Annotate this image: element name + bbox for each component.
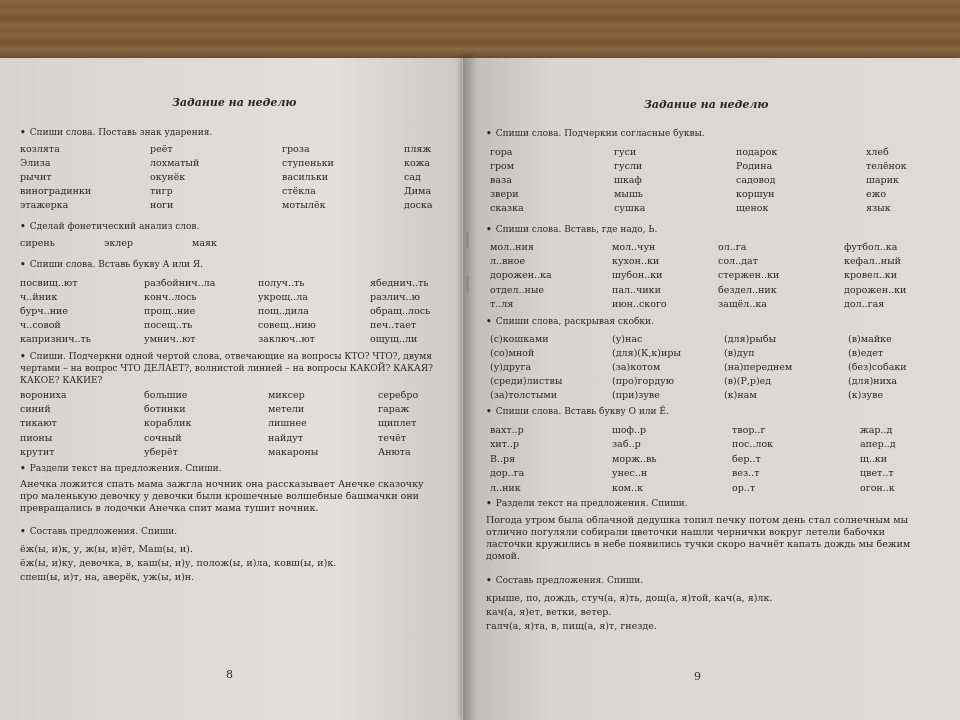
word: пионы	[20, 432, 53, 444]
word: уберёт	[144, 446, 178, 458]
word: ч..совой	[20, 320, 61, 331]
word: дол..гая	[844, 298, 885, 310]
word: т..ля	[490, 298, 514, 310]
word: (для)(К,к)иры	[612, 348, 681, 359]
task-text: Составь предложения. Спиши.	[29, 527, 178, 537]
word: пляж	[404, 144, 432, 155]
task-text: Раздели текст на предложения. Спиши.	[495, 499, 688, 509]
word: ябеднич..ть	[370, 278, 429, 289]
word: маяк	[192, 238, 217, 249]
word: гром	[490, 161, 515, 172]
word: июн..ского	[612, 298, 667, 310]
word: реёт	[150, 144, 173, 155]
word: ботинки	[144, 404, 186, 416]
word: бурч..ние	[20, 306, 68, 317]
word: этажерка	[20, 200, 69, 211]
word-column	[144, 277, 215, 347]
word: дорожен..ка	[490, 270, 552, 282]
word: укрощ..ла	[258, 292, 308, 303]
word: футбол..ка	[844, 242, 898, 253]
task-instruction	[20, 351, 440, 387]
word: различ..ю	[370, 292, 420, 303]
word: капризнич..ть	[20, 334, 91, 345]
word: Родина	[736, 161, 773, 172]
sentence-words: кач(а, я)ет, ветки, ветер.	[486, 607, 612, 618]
word: васильки	[282, 172, 329, 183]
word: ноги	[150, 200, 174, 211]
word: окунёк	[150, 172, 186, 183]
word: серебро	[378, 390, 419, 401]
word: Элиза	[20, 158, 51, 169]
word: кораблик	[144, 418, 192, 430]
word: шарик	[866, 175, 899, 186]
page-title: Задание на неделю	[172, 96, 297, 109]
word: (среди)листвы	[490, 376, 563, 387]
word: щенок	[736, 203, 769, 214]
task-text: Сделай фонетический анализ слов.	[29, 222, 200, 232]
word: ощущ..ли	[370, 334, 418, 345]
text-paragraph: Погода утром была облачной дедушка топил печку потом день стал солнечным мы отлично погуляли собирали цветочки нашли чернички вокруг летели бабочки ласточки кружились в небе появились тучки скоро начнёт капать дождь мы бежим домой.	[486, 515, 911, 562]
word: (в)едет	[848, 348, 884, 359]
page-number: 9	[694, 670, 701, 683]
word: (для)ниха	[848, 376, 897, 387]
task-text: Спиши слова. Вставь букву О или Ё.	[495, 407, 669, 417]
word: ступеньки	[282, 158, 334, 169]
word-column	[20, 389, 67, 460]
word: мол..ния	[490, 242, 534, 253]
word: лишнее	[268, 418, 307, 430]
word: большие	[144, 390, 188, 401]
word-column	[732, 424, 773, 496]
task-text: Спиши слова. Подчеркни согласные буквы.	[495, 129, 705, 139]
bullet-icon: •	[20, 222, 26, 232]
word: морж..вь	[612, 453, 657, 465]
word: ком..к	[612, 482, 644, 494]
word: получ..ть	[258, 278, 305, 289]
sentence-words: ёж(ы, и)ку, девочка, в, каш(ы, и)у, полож(ы, и)ла, ковш(ы, и)к.	[20, 558, 337, 569]
word: л..ник	[490, 482, 521, 494]
word: дорожен..ки	[844, 284, 907, 296]
word: В..ря	[490, 453, 516, 465]
word: доска	[404, 200, 433, 211]
word: сол..дат	[718, 256, 758, 268]
word-column	[150, 143, 199, 213]
word: лохматый	[150, 158, 200, 169]
task-text: Спиши слова, раскрывая скобки.	[495, 317, 654, 327]
word: Дима	[404, 186, 432, 197]
word: хит..р	[490, 439, 520, 451]
word: гараж	[378, 404, 410, 416]
bullet-icon: •	[486, 317, 492, 327]
task-text: Спиши слова. Вставь букву А или Я.	[29, 260, 203, 270]
word: мышь	[614, 189, 643, 200]
word: кефал..ный	[844, 256, 901, 268]
word: сказка	[490, 203, 524, 214]
word: апер..д	[860, 439, 896, 451]
word: дор..га	[490, 468, 525, 480]
word: телёнок	[866, 161, 907, 172]
word: мол..чун	[612, 242, 656, 253]
word: шоф..р	[612, 425, 647, 436]
word: гроза	[282, 144, 310, 155]
word: л..вное	[490, 256, 526, 268]
word: (к)нам	[724, 390, 757, 401]
word: звери	[490, 189, 519, 200]
word: гора	[490, 147, 513, 158]
word: подарок	[736, 147, 778, 158]
word: хлеб	[866, 147, 889, 158]
bullet-icon: •	[486, 129, 492, 139]
word: жар..д	[860, 425, 893, 436]
word: (за)толстыми	[490, 390, 558, 401]
task-instruction	[486, 498, 926, 510]
bullet-icon: •	[486, 225, 492, 235]
word: синий	[20, 404, 51, 416]
word: (при)зуве	[612, 390, 660, 401]
word: виноградинки	[20, 186, 92, 197]
word-column	[20, 277, 91, 347]
word: сочный	[144, 432, 182, 444]
right-page	[462, 58, 960, 720]
word: твор..г	[732, 425, 766, 436]
word: (к)зуве	[848, 390, 884, 401]
word-column	[378, 389, 418, 460]
word: течёт	[378, 432, 407, 444]
word-column	[614, 146, 645, 216]
word: тигр	[150, 186, 173, 197]
bullet-icon: •	[20, 128, 26, 138]
word: (на)переднем	[724, 362, 793, 373]
word: эклер	[104, 238, 133, 249]
word: шубон..ки	[612, 270, 663, 282]
word: крутит	[20, 446, 55, 458]
word: щ..ки	[860, 453, 888, 465]
word: (без)собаки	[848, 362, 907, 373]
word: заб..р	[612, 439, 641, 451]
word: козлята	[20, 144, 60, 155]
bullet-icon: •	[20, 352, 26, 362]
word: гусли	[614, 161, 643, 172]
word: пощ..дила	[258, 306, 309, 317]
word-column	[612, 333, 681, 403]
word: (для)рыбы	[724, 334, 777, 345]
word: щиплет	[378, 418, 417, 430]
word: унес..н	[612, 468, 648, 480]
word: бездел..ник	[718, 284, 777, 296]
word: пал..чики	[612, 284, 661, 296]
word: ор..т	[732, 482, 756, 494]
bullet-icon: •	[486, 499, 492, 509]
word: (с)кошками	[490, 334, 549, 345]
word: (у)друга	[490, 362, 532, 373]
word: метели	[268, 404, 305, 416]
task-text: Спиши. Подчеркни одной чертой слова, отвечающие на вопросы КТО? ЧТО?, двумя чертами – на вопрос ЧТО ДЕЛАЕТ?, волнистой линией – на вопросы КАКОЙ? КАКАЯ? КАКОЕ? КАКИЕ?	[20, 352, 433, 386]
word: (за)котом	[612, 362, 661, 373]
bullet-icon: •	[20, 464, 26, 474]
word: защёл..ка	[718, 298, 767, 310]
word-column	[20, 143, 91, 213]
word-column	[490, 241, 552, 312]
word: (в)(Р,р)ед	[724, 376, 772, 387]
task-text: Спиши слова. Вставь, где надо, Ь.	[495, 225, 658, 235]
word: шкаф	[614, 175, 642, 186]
word: прощ..ние	[144, 306, 196, 317]
word: ежо	[866, 189, 887, 200]
task-instruction	[20, 463, 440, 475]
sentence-words: крыше, по, дождь, стуч(а, я)ть, дощ(а, я)той, кач(а, я)лк.	[486, 593, 773, 604]
left-page	[0, 58, 472, 720]
word: язык	[866, 203, 891, 214]
word-column	[612, 241, 667, 312]
word: стержен..ки	[718, 270, 780, 282]
word: (в)дуп	[724, 348, 755, 359]
word: коршун	[736, 189, 775, 200]
word: конч..лось	[144, 292, 197, 303]
word: заключ..ют	[258, 334, 315, 345]
word: сад	[404, 172, 421, 183]
word: вахт..р	[490, 425, 524, 436]
word-column	[490, 333, 562, 403]
task-text: Раздели текст на предложения. Спиши.	[29, 464, 222, 474]
word: ворониха	[20, 390, 67, 401]
word: вез..т	[732, 468, 760, 480]
word: найдут	[268, 432, 304, 444]
word-column	[268, 389, 318, 460]
word: ч..йник	[20, 292, 58, 303]
word-column	[718, 241, 779, 312]
word: сирень	[20, 238, 55, 249]
task-instruction	[20, 526, 440, 538]
page-number: 8	[226, 668, 233, 681]
word: кровел..ки	[844, 270, 898, 282]
word: разбойнич..ла	[144, 278, 216, 289]
word: сушка	[614, 203, 646, 214]
bullet-icon: •	[20, 260, 26, 270]
text-paragraph: Анечка ложится спать мама зажгла ночник она рассказывает Анечке сказочку про маленькую девочку у девочки были крошечные волшебные башмачки они превращались в лодочки Анечка спит мама тушит ночник.	[20, 479, 424, 514]
word: миксер	[268, 390, 305, 401]
word: огон..к	[860, 482, 895, 494]
word: цвет..т	[860, 468, 894, 480]
word-column	[144, 389, 191, 460]
page-title: Задание на неделю	[644, 98, 769, 111]
word-column	[404, 143, 433, 213]
word: рычит	[20, 172, 52, 183]
word-column	[860, 424, 896, 496]
task-instruction	[20, 221, 440, 233]
word: (у)нас	[612, 334, 643, 345]
sentence-words: галч(а, я)та, в, пищ(а, я)т, гнезде.	[486, 621, 657, 632]
staple	[466, 276, 469, 292]
word: печ..тает	[370, 320, 417, 331]
word: (в)майке	[848, 334, 892, 345]
word: умнич..ют	[144, 334, 196, 345]
word: кухон..ки	[612, 256, 660, 268]
word: посещ..ть	[144, 320, 193, 331]
word-column	[490, 424, 524, 496]
word: ол..га	[718, 242, 747, 253]
word: Анюта	[378, 446, 411, 458]
task-instruction	[20, 127, 440, 139]
task-instruction	[486, 316, 926, 328]
word: садовод	[736, 175, 776, 186]
word: совещ..нию	[258, 320, 316, 331]
word: макароны	[268, 446, 319, 458]
bullet-icon: •	[486, 407, 492, 417]
word-column	[258, 277, 316, 347]
word: (про)гордую	[612, 376, 675, 387]
word: отдел..ные	[490, 284, 545, 296]
task-text: Составь предложения. Спиши.	[495, 576, 644, 586]
task-instruction	[486, 575, 926, 587]
word-column	[866, 146, 907, 216]
word-column	[490, 146, 524, 216]
word: обращ..лось	[370, 306, 431, 317]
word-column	[844, 241, 906, 312]
task-instruction	[486, 128, 926, 140]
sentence-words: спеш(ы, и)т, на, аверёк, уж(ы, и)н.	[20, 572, 195, 583]
book-gutter	[463, 58, 477, 720]
task-instruction	[486, 406, 926, 418]
staple	[466, 232, 469, 248]
word: тикают	[20, 418, 57, 430]
word-column	[724, 333, 792, 403]
word-column	[848, 333, 907, 403]
word-column	[370, 277, 430, 347]
word: мотылёк	[282, 200, 326, 211]
word: бер..т	[732, 453, 761, 465]
bullet-icon: •	[486, 576, 492, 586]
bullet-icon: •	[20, 527, 26, 537]
task-instruction	[486, 224, 926, 236]
word-column	[612, 424, 657, 496]
word: ваза	[490, 175, 512, 186]
word: (со)мной	[490, 348, 535, 359]
word-column	[282, 143, 334, 213]
word: кожа	[404, 158, 431, 169]
word: гуси	[614, 147, 637, 158]
task-instruction	[20, 259, 440, 271]
task-text: Спиши слова. Поставь знак ударения.	[29, 128, 213, 138]
word: посвищ..ют	[20, 278, 78, 289]
word: стёкла	[282, 186, 316, 197]
word: пос..лок	[732, 439, 774, 451]
sentence-words: ёж(ы, и)к, у, ж(ы, и)ёт, Маш(ы, и).	[20, 544, 193, 555]
word-column	[736, 146, 777, 216]
